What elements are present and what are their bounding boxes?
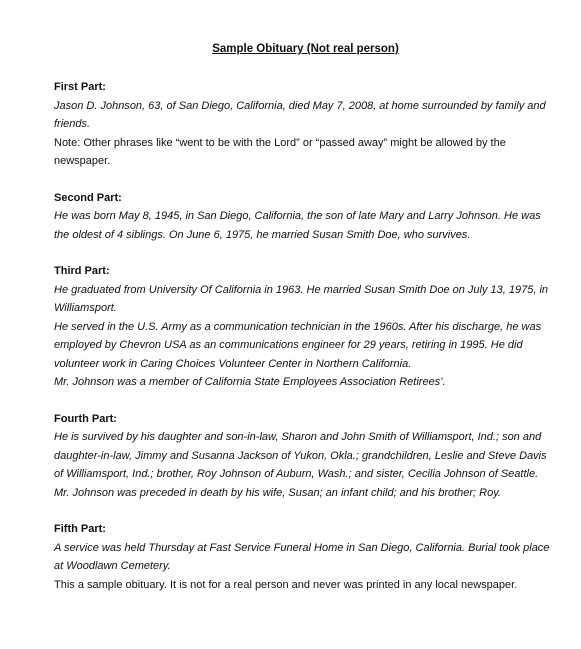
section-second-part: [54, 189, 557, 245]
paragraph: He is survived by his daughter and son-in-law, Sharon and John Smith of Williamsport, Ind.; son and daughter-in-law, Jimmy and Susanna Jackson of Yukon, Okla.; grandchildren, Leslie and Steve Davis of Williamsport, Ind.; brother, Roy Johnson of Auburn, Wash.; and sister, Cecilia Johnson of Seattle.: [54, 431, 547, 480]
section-heading: Second Part:: [54, 191, 122, 204]
document-title: Sample Obituary (Not real person): [212, 43, 399, 55]
section-fourth-part: [54, 410, 557, 503]
paragraph: He served in the U.S. Army as a communication technician in the 1960s. After his discharge, he was employed by Chevron USA as an communications engineer for 29 years, retiring in 1995. He did volunteer work in Caring Choices Volunteer Center in Northern California.: [54, 320, 542, 370]
paragraph: He was born May 8, 1945, in San Diego, California, the son of late Mary and Larry Johnson. He was the oldest of 4 siblings. On June 6, 1975, he married Susan Smith Doe, who survives.: [54, 210, 541, 241]
section-fifth-part: [54, 520, 557, 594]
section-heading: Fourth Part:: [54, 412, 117, 425]
paragraph: Mr. Johnson was a member of California State Employees Association Retirees’.: [54, 376, 446, 388]
section-heading: First Part:: [54, 81, 106, 93]
paragraph: Mr. Johnson was preceded in death by his wife, Susan; an infant child; and his brother; Roy.: [54, 486, 501, 499]
paragraph-note: Note: Other phrases like “went to be with the Lord” or “passed away” might be allowed by the newspaper.: [54, 136, 506, 167]
section-first-part: [54, 78, 557, 171]
section-heading: Fifth Part:: [54, 523, 106, 535]
section-heading: Third Part:: [54, 265, 110, 277]
section-third-part: [54, 262, 557, 392]
paragraph: He graduated from University Of California in 1963. He married Susan Smith Doe on July 13, 1975, in Williamsport.: [54, 283, 549, 314]
paragraph: Jason D. Johnson, 63, of San Diego, California, died May 7, 2008, at home surrounded by family and friends.: [54, 99, 546, 130]
paragraph-disclaimer: This a sample obituary. It is not for a real person and never was printed in any local newspaper.: [54, 578, 518, 591]
paragraph: A service was held Thursday at Fast Service Funeral Home in San Diego, California. Burial took place at Woodlawn Cemetery.: [54, 541, 550, 572]
